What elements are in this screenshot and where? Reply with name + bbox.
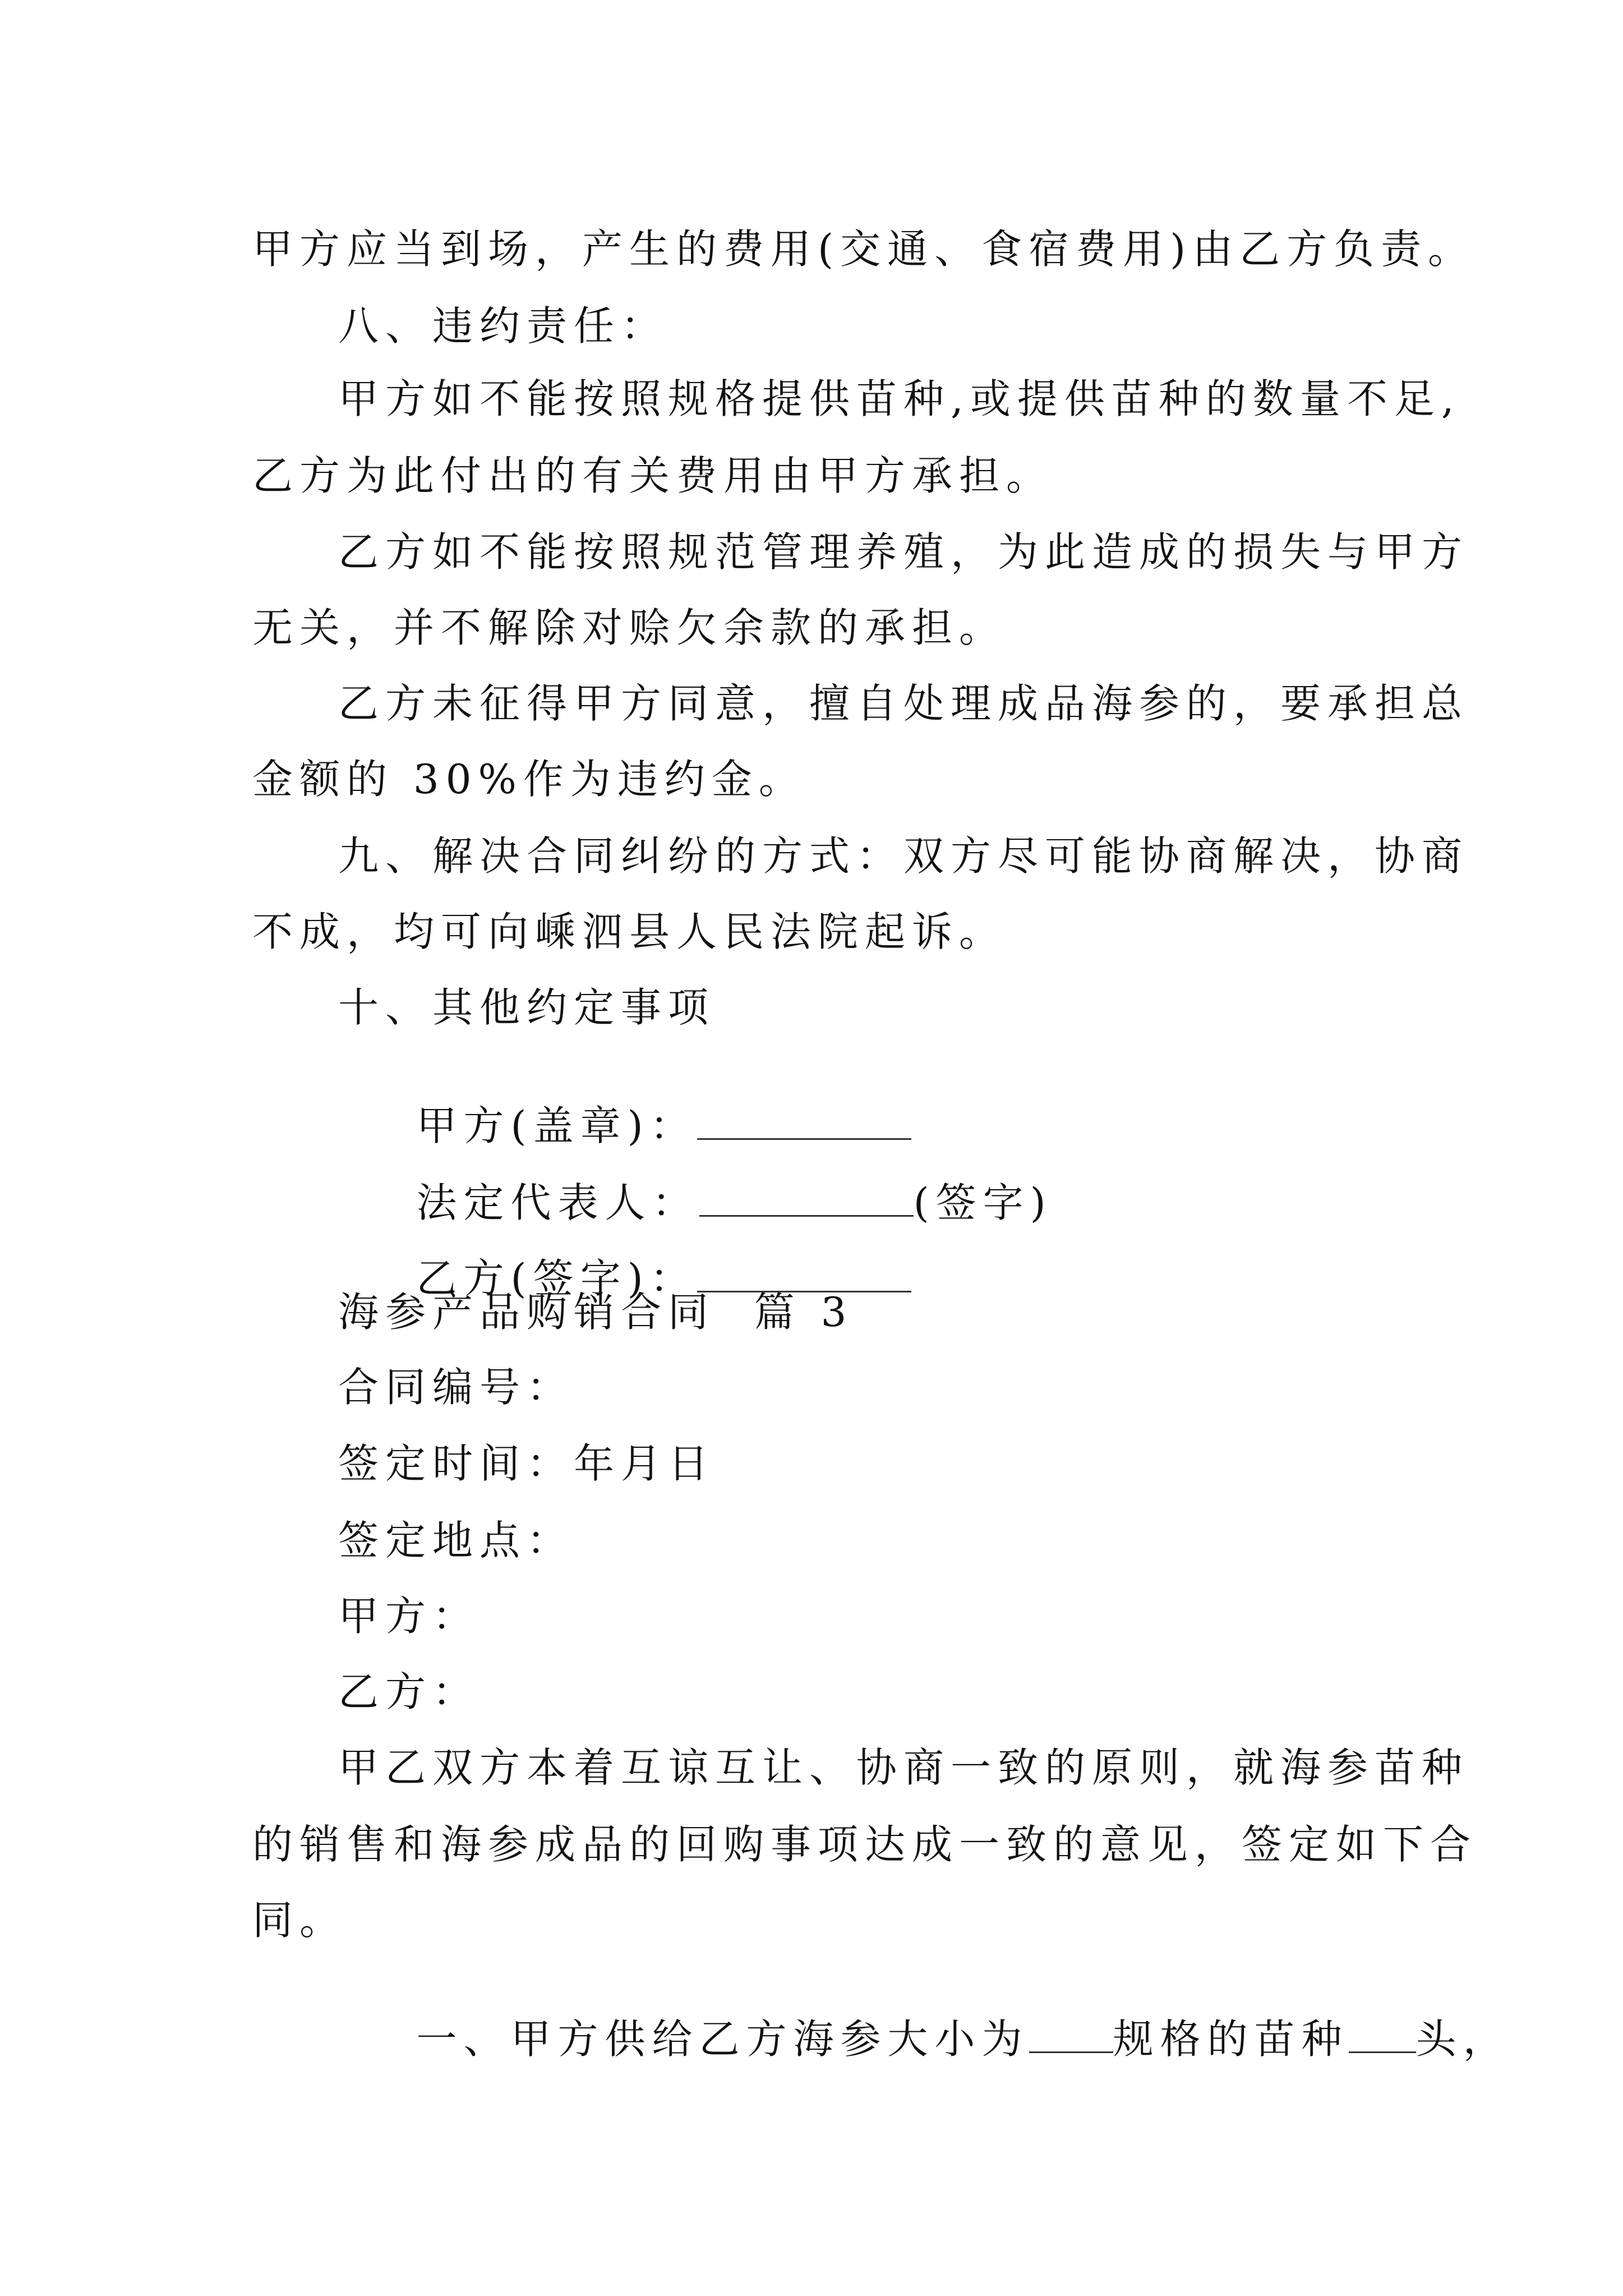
spec-blank	[1029, 2017, 1113, 2053]
paragraph-line: 不成，均可向嵊泗县人民法院起诉。	[252, 908, 1007, 955]
signature-label: 甲方(盖章)：	[416, 1102, 697, 1149]
clause-line	[338, 1976, 1510, 2100]
document-title: 海参产品购销合同 篇 3	[338, 1289, 854, 1336]
signature-label: 法定代表人：	[416, 1179, 699, 1226]
paragraph-line: 的销售和海参成品的回购事项达成一致的意见，签定如下合	[252, 1821, 1478, 1868]
section-heading: 十、其他约定事项	[338, 984, 716, 1031]
signing-date-field: 签定时间：年月日	[338, 1440, 716, 1487]
paragraph-line: 甲乙双方本着互谅互让、协商一致的原则，就海参苗种	[338, 1744, 1469, 1791]
paragraph-line: 甲方如不能按照规格提供苗种,或提供苗种的数量不足,	[338, 375, 1461, 422]
clause-text: 规格的苗种	[1113, 2016, 1349, 2063]
paragraph-line: 乙方未征得甲方同意，擅自处理成品海参的，要承担总	[338, 680, 1469, 727]
signing-location-field: 签定地点：	[338, 1517, 574, 1564]
section-heading: 八、违约责任：	[338, 302, 668, 349]
signature-blank	[697, 1256, 911, 1292]
paragraph-line: 乙方如不能按照规范管理养殖，为此造成的损失与甲方	[338, 528, 1469, 576]
contract-number-field: 合同编号：	[338, 1364, 574, 1411]
paragraph-line: 九、解决合同纠纷的方式：双方尽可能协商解决，协商	[338, 832, 1469, 880]
paragraph-line: 无关，并不解除对赊欠余款的承担。	[252, 604, 1007, 651]
party-b-field: 乙方：	[338, 1668, 480, 1715]
clause-text: 头，	[1415, 2016, 1510, 2063]
paragraph-line: 乙方为此付出的有关费用由甲方承担。	[252, 452, 1054, 499]
quantity-blank	[1349, 2017, 1416, 2053]
signature-suffix: (签字)	[913, 1179, 1053, 1226]
paragraph-line: 金额的 30%作为违约金。	[252, 756, 806, 803]
paragraph-line: 同。	[252, 1897, 347, 1944]
paragraph-line: 甲方应当到场，产生的费用(交通、食宿费用)由乙方负责。	[252, 226, 1476, 273]
signature-blank	[699, 1180, 914, 1217]
party-a-field: 甲方：	[338, 1593, 480, 1640]
signature-label: 乙方(签字)：	[416, 1255, 697, 1302]
clause-text: 一、甲方供给乙方海参大小为	[416, 2016, 1029, 2063]
signature-blank	[697, 1103, 911, 1140]
